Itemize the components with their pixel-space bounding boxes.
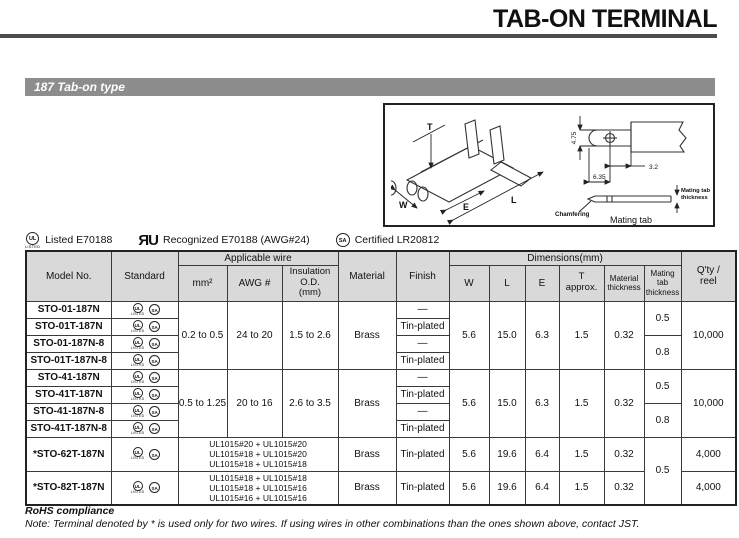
col-header-dimensions: Dimensions(mm) [449, 251, 681, 265]
standard-cell [111, 318, 178, 335]
ul-listed-text: Listed E70188 [45, 234, 113, 246]
csa-icon: SA [149, 423, 160, 434]
ul-listed-icon: UL LISTED [131, 447, 144, 461]
csa-icon: SA [149, 406, 160, 417]
col-header-insulation: Insulation O.D. (mm) [282, 265, 338, 301]
wire-combination-cell: UL1015#18 + UL1015#18 UL1015#18 + UL1015#16 UL1015#16 + UL1015#16 [178, 471, 338, 505]
certifications-line [25, 231, 439, 249]
standard-cell [111, 301, 178, 318]
col-header-finish: Finish [396, 251, 449, 301]
awg-cell: 24 to 20 [227, 301, 282, 369]
csa-icon: SA [149, 304, 160, 315]
dim-4-75: 4.75 [571, 131, 578, 145]
finish-cell: Tin-plated [396, 420, 449, 437]
col-header-standard: Standard [111, 251, 178, 301]
ul-listed-icon: UL LISTED [131, 320, 144, 334]
csa-icon: SA [149, 321, 160, 332]
dim-label-w: W [399, 200, 408, 210]
ul-listed-icon: UL LISTED [131, 337, 144, 351]
material-cell: Brass [338, 301, 396, 369]
col-header-qty: Q'ty / reel [681, 251, 736, 301]
ul-listed-icon: UL LISTED [131, 405, 144, 419]
qty-cell: 10,000 [681, 301, 736, 369]
e-cell: 6.4 [525, 437, 559, 471]
spec-table [25, 250, 737, 506]
insulation-cell: 2.6 to 3.5 [282, 369, 338, 437]
csa-icon: SA [336, 233, 350, 247]
col-header-mating-tab-thickness: Mating tab thickness [644, 265, 681, 301]
ul-listed-icon: UL LISTED [131, 354, 144, 368]
l-cell: 15.0 [489, 369, 525, 437]
table-row [26, 437, 736, 471]
model-cell: STO-01T-187N-8 [26, 352, 111, 369]
finish-cell: Tin-plated [396, 386, 449, 403]
col-header-l: L [489, 265, 525, 301]
finish-cell: Tin-plated [396, 318, 449, 335]
l-cell: 19.6 [489, 437, 525, 471]
col-header-w: W [449, 265, 489, 301]
finish-cell: — [396, 369, 449, 386]
ul-recognized-icon: ЯU [138, 231, 158, 249]
ul-listed-icon: UL LISTED [131, 388, 144, 402]
w-cell: 5.6 [449, 437, 489, 471]
standard-cell [111, 335, 178, 352]
col-header-applicable-wire: Applicable wire [178, 251, 338, 265]
page-title: TAB-ON TERMINAL [493, 5, 717, 33]
dim-label-t: T [427, 122, 433, 132]
mating-tab-cell: 0.5 [644, 437, 681, 505]
qty-cell: 4,000 [681, 471, 736, 505]
csa-icon: SA [149, 372, 160, 383]
mm2-cell: 0.2 to 0.5 [178, 301, 227, 369]
standard-cell [111, 386, 178, 403]
csa-certified-text: Certified LR20812 [354, 234, 440, 246]
e-cell: 6.3 [525, 301, 559, 369]
awg-cell: 20 to 16 [227, 369, 282, 437]
mating-tab-cell: 0.5 [644, 301, 681, 335]
table-row [26, 301, 736, 318]
ul-listed-icon: UL LISTED [131, 303, 144, 317]
col-header-material-thickness: Material thickness [604, 265, 644, 301]
rohs-compliance-note: RoHS compliance [25, 505, 115, 517]
dim-label-e: E [463, 202, 470, 212]
model-cell: STO-01-187N-8 [26, 335, 111, 352]
csa-icon: SA [149, 355, 160, 366]
mating-tab-caption: Mating tab [609, 215, 653, 225]
w-cell: 5.6 [449, 369, 489, 437]
qty-cell: 10,000 [681, 369, 736, 437]
material-thickness-cell: 0.32 [604, 301, 644, 369]
title-rule [0, 34, 717, 38]
finish-cell: Tin-plated [396, 352, 449, 369]
chamfering-label: Chamfering [555, 211, 590, 218]
ul-listed-icon: UL LISTED [131, 422, 144, 436]
standard-cell [111, 352, 178, 369]
w-cell: 5.6 [449, 301, 489, 369]
header-row-1 [26, 251, 736, 265]
csa-icon: SA [149, 482, 160, 493]
terminal-isometric-drawing [391, 108, 556, 226]
csa-icon: SA [149, 449, 160, 460]
insulation-cell: 1.5 to 2.6 [282, 301, 338, 369]
col-header-mm2: mm² [178, 265, 227, 301]
model-cell: STO-41T-187N [26, 386, 111, 403]
col-header-awg: AWG # [227, 265, 282, 301]
material-cell: Brass [338, 471, 396, 505]
model-cell: *STO-62T-187N [26, 437, 111, 471]
finish-cell: — [396, 335, 449, 352]
model-cell: STO-41-187N [26, 369, 111, 386]
material-thickness-cell: 0.32 [604, 369, 644, 437]
mm2-cell: 0.5 to 1.25 [178, 369, 227, 437]
t-cell: 1.5 [559, 471, 604, 505]
material-thickness-cell: 0.32 [604, 471, 644, 505]
standard-cell [111, 471, 178, 505]
terminal-usage-note: Note: Terminal denoted by * is used only for two wires. If using wires in other combinations than the ones shown above, contact JST. [25, 518, 640, 530]
ul-listed-icon: UL LISTED [25, 232, 40, 249]
finish-cell: — [396, 301, 449, 318]
footnotes [25, 505, 639, 530]
csa-icon: SA [149, 389, 160, 400]
model-cell: *STO-82T-187N [26, 471, 111, 505]
standard-cell [111, 420, 178, 437]
col-header-e: E [525, 265, 559, 301]
t-cell: 1.5 [559, 369, 604, 437]
t-cell: 1.5 [559, 437, 604, 471]
csa-icon: SA [149, 338, 160, 349]
finish-cell: Tin-plated [396, 471, 449, 505]
section-header [25, 78, 715, 96]
mating-tab-cell: 0.8 [644, 335, 681, 369]
mating-tab-thickness-label-1: Mating tab [681, 188, 710, 194]
mating-tab-cell: 0.5 [644, 369, 681, 403]
mating-tab-thickness-label-2: thickness [681, 195, 708, 201]
standard-cell [111, 369, 178, 386]
model-cell: STO-41-187N-8 [26, 403, 111, 420]
mating-tab-cell: 0.8 [644, 403, 681, 437]
dim-label-l: L [511, 195, 517, 205]
section-title: 187 Tab-on type [34, 80, 125, 94]
terminal-diagram [383, 103, 715, 227]
standard-cell [111, 403, 178, 420]
model-cell: STO-41T-187N-8 [26, 420, 111, 437]
l-cell: 19.6 [489, 471, 525, 505]
mating-tab-drawing [553, 106, 713, 226]
table-row [26, 471, 736, 505]
finish-cell: — [396, 403, 449, 420]
e-cell: 6.4 [525, 471, 559, 505]
col-header-t-approx: T approx. [559, 265, 604, 301]
t-cell: 1.5 [559, 301, 604, 369]
model-cell: STO-01-187N [26, 301, 111, 318]
l-cell: 15.0 [489, 301, 525, 369]
w-cell: 5.6 [449, 471, 489, 505]
finish-cell: Tin-plated [396, 437, 449, 471]
dim-6-35: 6.35 [593, 174, 606, 181]
wire-combination-cell: UL1015#20 + UL1015#20 UL1015#18 + UL1015#20 UL1015#18 + UL1015#18 [178, 437, 338, 471]
material-cell: Brass [338, 369, 396, 437]
qty-cell: 4,000 [681, 437, 736, 471]
dim-3-2: 3.2 [649, 164, 659, 171]
e-cell: 6.3 [525, 369, 559, 437]
ul-listed-icon: UL LISTED [131, 371, 144, 385]
ul-recognized-text: Recognized E70188 (AWG#24) [162, 234, 310, 246]
col-header-model: Model No. [26, 251, 111, 301]
col-header-material: Material [338, 251, 396, 301]
model-cell: STO-01T-187N [26, 318, 111, 335]
material-cell: Brass [338, 437, 396, 471]
standard-cell [111, 437, 178, 471]
ul-listed-icon: UL LISTED [131, 481, 144, 495]
table-row [26, 369, 736, 386]
material-thickness-cell: 0.32 [604, 437, 644, 471]
